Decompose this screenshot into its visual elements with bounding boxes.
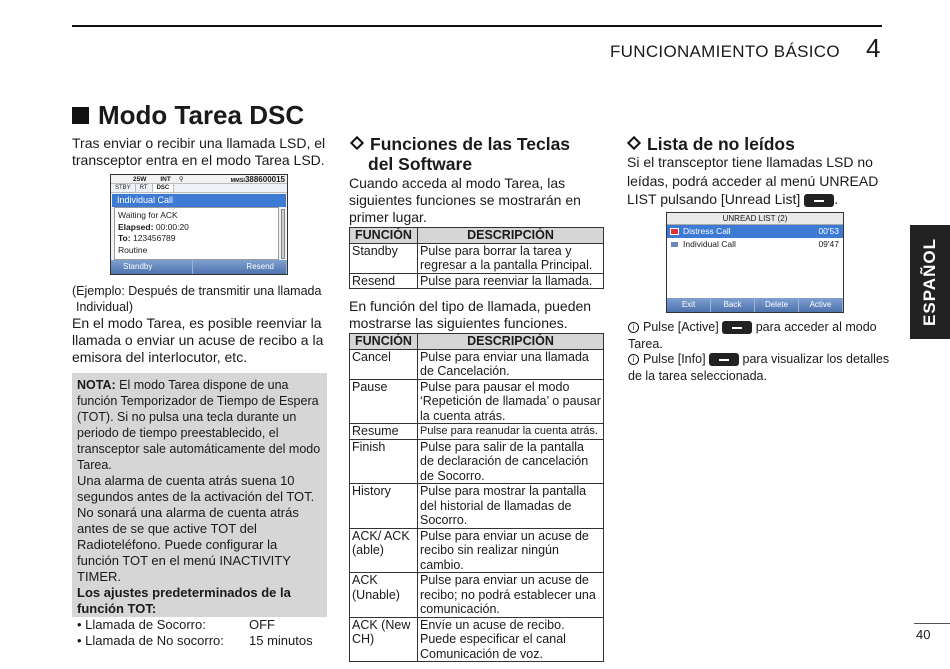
tab-stby: STBY	[111, 184, 136, 192]
section-title-text: Modo Tarea DSC	[98, 100, 305, 130]
table-row	[350, 379, 604, 424]
description-cell: Pulse para mostrar la pantalla del historial de llamadas de Socorro.	[418, 484, 604, 529]
unread-call-name: Distress Call	[683, 226, 731, 236]
description-cell: Pulse para salir de la pantalla de declaración de cancelación de Socorro.	[418, 439, 604, 484]
table-row	[350, 424, 604, 440]
table-row	[350, 573, 604, 618]
unread-call-time: 09'47	[818, 239, 839, 249]
unread-call-name: Individual Call	[683, 239, 736, 249]
antenna-icon: ⚲	[178, 176, 184, 183]
function-cell: Standby	[350, 243, 418, 273]
language-tab-label: ESPAÑOL	[920, 238, 939, 326]
step-marker-icon: i	[628, 354, 639, 365]
to-line	[118, 233, 275, 245]
function-cell: Finish	[350, 439, 418, 484]
tab-dsc: DSC	[153, 184, 175, 192]
screen-scrollbar	[281, 209, 285, 259]
description-cell: Pulse para enviar un acuse de recibo sin realizar ningún cambio.	[418, 528, 604, 573]
function-cell: ACK (New CH)	[350, 617, 418, 662]
unread-softkey: Active	[799, 298, 843, 312]
function-cell: ACK/ ACK (able)	[350, 528, 418, 573]
page-number-rule	[914, 623, 950, 624]
softkey-standby: Standby	[111, 260, 193, 274]
step-info	[628, 351, 893, 384]
screen-softkeys	[111, 260, 287, 274]
softkey-table-secondary	[349, 333, 604, 662]
step1-text-a: Pulse [Active]	[643, 320, 719, 334]
note-defaults-title	[77, 585, 322, 617]
screen-caption-line1: (Ejemplo: Después de transmitir una llamada	[72, 284, 322, 298]
description-cell: Pulse para borrar la tarea y regresar a la pantalla Principal.	[418, 243, 604, 273]
tab-rt: RT	[136, 184, 153, 192]
default-nondistress-row	[77, 633, 322, 649]
int-indicator: INT	[160, 175, 171, 183]
heading-line2: del Software	[368, 154, 473, 174]
screen-status-bar	[111, 175, 287, 184]
unread-call-time: 00'53	[818, 226, 839, 236]
note-box	[72, 373, 327, 648]
square-bullet-icon	[72, 107, 89, 124]
default-distress-row	[77, 617, 322, 633]
section-title	[72, 100, 304, 131]
mmsi-label: MMSI	[230, 177, 245, 184]
col-header-function: FUNCIÓN	[350, 334, 418, 350]
step-active	[628, 319, 893, 352]
description-cell: Pulse para reanudar la cuenta atrás.	[418, 424, 604, 440]
category-line: Routine	[118, 244, 148, 255]
elapsed-line	[118, 222, 275, 234]
unread-softkey: Delete	[755, 298, 799, 312]
note-body-2: Una alarma de cuenta atrás suena 10 segundos antes de la activación del TOT. No sonará una alarma de cuenta atrás antes de se que active TOT del Radioteléfono. Puede configurar la función TOT en el menú INACTIVITY TIMER.	[77, 473, 315, 584]
function-cell: ACK (Unable)	[350, 573, 418, 618]
table-row	[350, 349, 604, 379]
distress-icon	[670, 228, 679, 235]
unread-row	[667, 238, 843, 251]
unread-intro-text: Si el transceptor tiene llamadas LSD no leídas, podrá acceder al menú UNREAD LIST pulsando [Unread List]	[627, 154, 879, 207]
status-line: Waiting for ACK	[118, 210, 178, 220]
screen-caption-line2: Individual)	[76, 300, 133, 314]
function-cell: Resume	[350, 424, 418, 440]
chapter-number: 4	[866, 33, 881, 63]
diamond-bullet-icon	[350, 136, 364, 150]
elapsed-value: 00:00:20	[155, 221, 189, 232]
note-text	[77, 377, 322, 473]
softkey-button-icon	[722, 321, 752, 334]
step1-text-b: para acceder al modo Tarea.	[628, 320, 877, 351]
softkey-button-icon	[804, 194, 834, 207]
function-cell: History	[350, 484, 418, 529]
unread-row	[667, 225, 843, 238]
softkey-intro-2: En función del tipo de llamada, pueden mostrarse las siguientes funciones.	[349, 298, 592, 331]
description-cell: Pulse para reenviar la llamada.	[418, 273, 604, 289]
function-cell: Cancel	[350, 349, 418, 379]
language-tab	[910, 225, 950, 339]
chapter-title: FUNCIONAMIENTO BÁSICO	[610, 42, 840, 61]
softkey-resend: Resend	[193, 260, 287, 274]
function-cell: Pause	[350, 379, 418, 424]
softkey-functions-heading	[349, 134, 570, 174]
table-row	[350, 439, 604, 484]
unread-rows	[667, 225, 843, 251]
default-distress-label: • Llamada de Socorro:	[77, 617, 206, 632]
task-mode-paragraph: En el modo Tarea, es posible reenviar la llamada o enviar un acuse de recibo a la emisora del interlocutor, etc.	[72, 315, 324, 365]
table-row	[350, 484, 604, 529]
to-label: To:	[118, 233, 131, 243]
function-cell: Resend	[350, 273, 418, 289]
unread-softkey: Exit	[667, 298, 711, 312]
softkey-button-icon	[709, 353, 739, 366]
softkey-intro: Cuando acceda al modo Tarea, las siguientes funciones se mostrarán en primer lugar.	[349, 175, 581, 225]
description-cell: Pulse para pausar el modo ‘Repetición de llamada’ o pausar la cuenta atrás.	[418, 379, 604, 424]
step2-text-a: Pulse [Info]	[643, 352, 706, 366]
unread-heading-text: Lista de no leídos	[647, 134, 795, 154]
description-cell: Envíe un acuse de recibo. Puede especificar el canal Comunicación de voz.	[418, 617, 604, 662]
screen-tabs	[111, 184, 287, 193]
task-screen-image	[110, 174, 288, 275]
power-indicator: 25W	[133, 175, 147, 183]
to-value: 123456789	[132, 233, 176, 243]
col-header-function: FUNCIÓN	[350, 228, 418, 244]
col-header-description: DESCRIPCIÓN	[418, 228, 604, 244]
description-cell: Pulse para enviar una llamada de Cancelación.	[418, 349, 604, 379]
step2-text-b: para visualizar los detalles de la tarea seleccionada.	[628, 352, 890, 383]
diamond-bullet-icon	[627, 136, 641, 150]
default-nondistress-label: • Llamada de No socorro:	[77, 633, 224, 648]
unread-list-heading	[626, 134, 795, 154]
default-nondistress-value: 15 minutos	[249, 633, 313, 648]
unread-softkey: Back	[711, 298, 755, 312]
table-row	[350, 617, 604, 662]
table-row	[350, 273, 604, 289]
unread-intro: Si el transceptor tiene llamadas LSD no leídas, podrá acceder al menú UNREAD LIST pulsando [Unread List] .	[627, 154, 879, 207]
note-body: El modo Tarea dispone de una función Temporizador de Tiempo de Espera (TOT). Si no pulsa una tecla durante un periodo de tiempo preestablecido, el transceptor sale automáticamente del modo Tarea.	[77, 378, 321, 472]
screen-call-details	[114, 207, 279, 260]
heading-line1: Funciones de las Teclas	[370, 134, 571, 154]
defaults-title-text: Los ajustes predeterminados de la función TOT:	[77, 585, 291, 616]
table-row	[350, 528, 604, 573]
col-header-description: DESCRIPCIÓN	[418, 334, 604, 350]
screen-call-title: Individual Call	[112, 194, 286, 207]
default-distress-value: OFF	[249, 617, 275, 632]
unread-softkeys	[667, 298, 843, 312]
mmsi-display	[231, 175, 287, 184]
description-cell: Pulse para enviar un acuse de recibo; no podrá establecer una comunicación.	[418, 573, 604, 618]
note-label: NOTA:	[77, 378, 116, 392]
intro-paragraph: Tras enviar o recibir una llamada LSD, el transceptor entra en el modo Tarea LSD.	[72, 135, 326, 168]
step-marker-icon: i	[628, 322, 639, 333]
softkey-table-primary	[349, 227, 604, 289]
unread-screen-title: UNREAD LIST (2)	[667, 213, 843, 225]
header-rule	[72, 25, 882, 27]
table-row	[350, 243, 604, 273]
envelope-icon	[670, 241, 679, 248]
mmsi-value: 388600015	[244, 174, 285, 184]
unread-list-screen-image	[666, 212, 844, 313]
elapsed-label: Elapsed:	[118, 221, 154, 232]
page-number: 40	[916, 627, 931, 642]
